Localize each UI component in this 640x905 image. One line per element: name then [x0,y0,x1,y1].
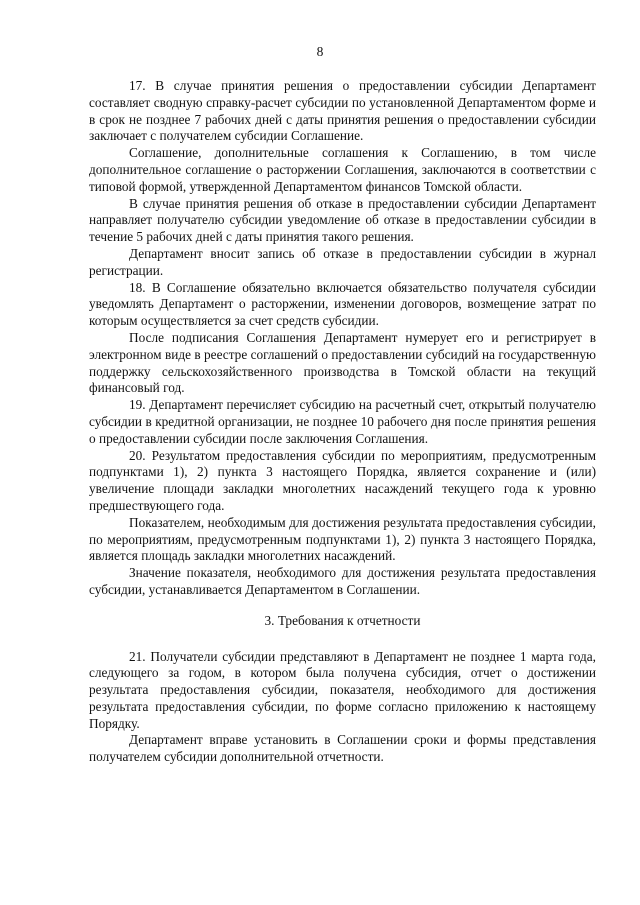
paragraph-additional-reporting: Департамент вправе установить в Соглашении сроки и формы представления получателем субсидии дополнительной отчетности. [89,732,596,765]
paragraph-agreement-forms: Соглашение, дополнительные соглашения к Соглашению, в том числе дополнительное соглашение о расторжении Соглашения, заключаются в соответствии с типовой формой, утвержденной Департаментом финансов Томской области. [89,145,596,194]
paragraph-19: 19. Департамент перечисляет субсидию на расчетный счет, открытый получателю субсидии в кредитной организации, не позднее 10 рабочего дня после принятия решения о предоставлении субсидии после заключения Соглашения. [89,397,596,446]
paragraph-20: 20. Результатом предоставления субсидии по мероприятиям, предусмотренным подпунктами 1), 2) пункта 3 настоящего Порядка, является сохранение и (или) увеличение площади закладки многолетних насаждений текущего года к уровню предшествующего года. [89,447,596,513]
paragraph-refusal-register: Департамент вносит запись об отказе в предоставлении субсидии в журнал регистрации. [89,245,596,278]
paragraph-refusal-notice: В случае принятия решения об отказе в предоставлении субсидии Департамент направляет получателю субсидии уведомление об отказе в предоставлении субсидии в течение 5 рабочих дней с даты принятия такого решения. [89,195,596,245]
paragraph-21: 21. Получатели субсидии представляют в Департамент не позднее 1 марта года, следующего за годом, в котором была получена субсидия, отчет о достижении результата предоставления субсидии, показателя, необходимого для достижения результата предоставления субсидии, по форме согласно приложению к настоящему Порядку. [89,648,596,731]
paragraph-18: 18. В Соглашение обязательно включается обязательство получателя субсидии уведомлять Департамент о расторжении, изменении договоров, возмещение затрат по которым осуществляется за счет средств субсидии. [89,279,596,329]
paragraph-17: 17. В случае принятия решения о предоставлении субсидии Департамент составляет сводную справку-расчет субсидии по установленной Департаментом форме и в срок не позднее 7 рабочих дней с даты принятия решения о предоставлении субсидии заключает с получателем субсидии Соглашение. [89,78,596,144]
page-number: 8 [316,44,324,59]
paragraph-indicator: Показателем, необходимым для достижения результата предоставления субсидии, по мероприятиям, предусмотренным подпунктами 1), 2) пункта 3 настоящего Порядка, является площадь закладки многолетних насаждений. [89,514,596,564]
document-body [89,78,596,766]
paragraph-agreement-registration: После подписания Соглашения Департамент нумерует его и регистрирует в электронном виде в реестре соглашений о предоставлении субсидий на государственную поддержку сельскохозяйственного производства в Томской области на текущий финансовый год. [89,329,596,396]
section-heading: 3. Требования к отчетности [264,612,421,628]
paragraph-indicator-value: Значение показателя, необходимого для достижения результата предоставления субсидии, устанавливается Департаментом в Соглашении. [89,565,596,597]
